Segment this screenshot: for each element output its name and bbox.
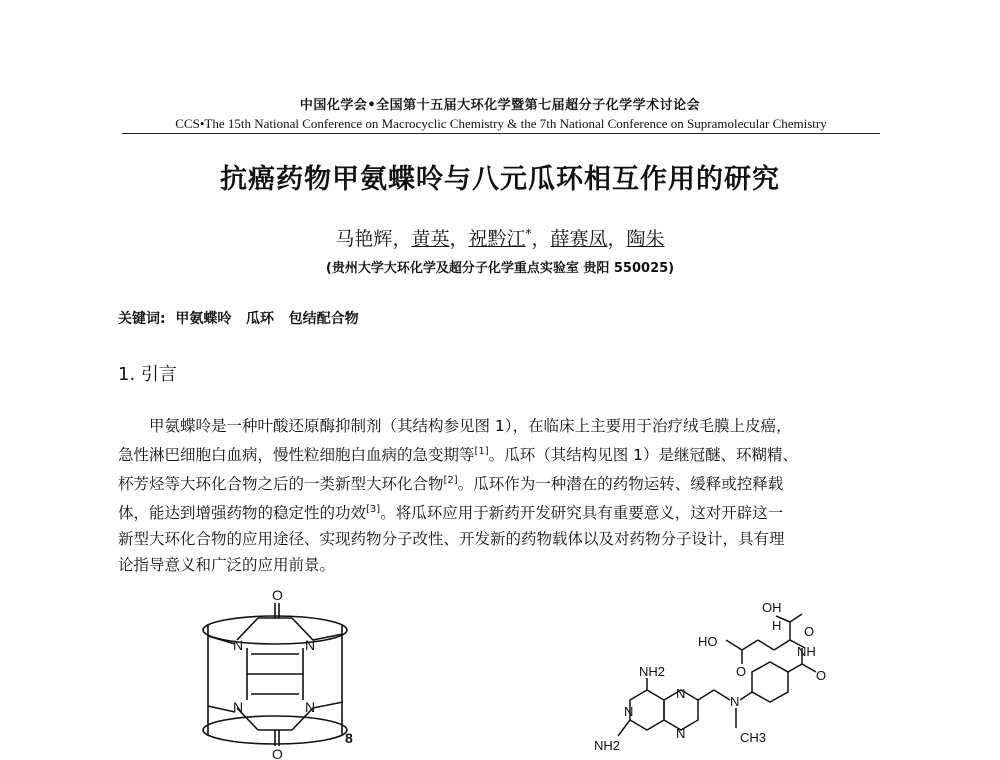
paragraph-text: 急性淋巴细胞白血病，慢性粒细胞白血病的急变期等 — [118, 446, 475, 465]
mtx-hydroxyl-top: OH — [762, 600, 782, 615]
author-2: 黄英 — [411, 228, 450, 250]
paragraph-text: 体，能达到增强药物的稳定性的功效 — [118, 504, 367, 523]
mtx-amino-top: NH2 — [639, 664, 666, 679]
keywords-label: 关键词: — [118, 311, 166, 327]
mtx-amide-oxygen: O — [816, 668, 827, 683]
author-list — [0, 224, 1000, 251]
paragraph-line: 论指导意义和广泛的应用前景。 — [118, 556, 336, 575]
mtx-ester-oxygen: O — [736, 664, 747, 679]
author-1: 马艳辉 — [335, 228, 393, 250]
paragraph-text: 。瓜环作为一种潜在的药物运转、缓释或控释载 — [457, 475, 784, 494]
mtx-amide-nh: NH — [797, 644, 816, 659]
cucurbituril-structure-figure — [195, 588, 365, 760]
keyword-1: 甲氨蝶呤 — [175, 311, 232, 327]
introduction-paragraph — [118, 413, 882, 578]
benzene-ring — [752, 662, 788, 702]
corresponding-author-mark: * — [525, 226, 532, 241]
section-title: 引言 — [140, 364, 177, 385]
author-separator: ， — [531, 228, 551, 250]
citation-ref-1: [1] — [474, 446, 489, 457]
methotrexate-structure-figure — [590, 600, 830, 758]
paragraph-line — [118, 439, 882, 468]
paragraph-text: 。瓜环（其结构见图 1）是继冠醚、环糊精、 — [488, 446, 798, 465]
section-number: 1. — [118, 364, 136, 385]
paragraph-line: 甲氨蝶呤是一种叶酸还原酶抑制剂（其结构参见图 1），在临床上主要用于治疗绒毛膜上皮癌， — [149, 417, 792, 435]
mtx-methyl: CH3 — [740, 730, 767, 745]
cb-oxygen-bottom: O — [272, 746, 283, 760]
paper-title: 抗癌药物甲氨蝶呤与八元瓜环相互作用的研究 — [220, 164, 780, 195]
keywords-line — [118, 308, 359, 328]
mtx-hydroxyl-left: HO — [698, 634, 718, 649]
author-separator: ， — [607, 228, 627, 250]
keyword-3: 包结配合物 — [288, 311, 359, 327]
author-5: 陶朱 — [626, 228, 665, 250]
mtx-ring-nitrogen: N — [676, 686, 686, 701]
author-separator: ， — [449, 228, 469, 250]
mtx-ring-nitrogen: N — [676, 726, 686, 741]
mtx-n-methyl-nitrogen: N — [730, 694, 740, 709]
paragraph-line — [118, 497, 882, 526]
mtx-ring-nitrogen: N — [624, 704, 634, 719]
cb-nitrogen: N — [305, 637, 316, 653]
author-4: 薛赛凤 — [550, 228, 608, 250]
cb-oxygen-top: O — [272, 588, 283, 603]
affiliation: (贵州大学大环化学及超分子化学重点实验室 贵阳 550025) — [325, 261, 675, 276]
citation-ref-2: [2] — [443, 475, 458, 487]
cb-nitrogen: N — [233, 637, 244, 653]
mtx-acid-oxygen: O — [804, 624, 815, 639]
cb-repeat-count: 8 — [345, 730, 353, 746]
paragraph-text: 。将瓜环应用于新药开发研究具有重要意义，这对开辟这一 — [380, 504, 784, 523]
citation-ref-3: [3] — [366, 504, 381, 516]
cb-nitrogen: N — [305, 699, 316, 715]
cb-nitrogen: N — [233, 699, 244, 715]
mtx-alpha-hydrogen: H — [772, 618, 782, 633]
section-heading — [118, 360, 177, 386]
conference-header-chinese: 中国化学会•全国第十五届大环化学暨第七届超分子化学学术讨论会 — [299, 98, 701, 113]
paragraph-text: 杯芳烃等大环化合物之后的一类新型大环化合物 — [118, 475, 444, 494]
pteridine-ring-left — [630, 690, 664, 730]
author-separator: ， — [392, 228, 412, 250]
mtx-amino-bottom: NH2 — [594, 738, 621, 753]
cb-top-ring — [203, 616, 347, 644]
author-3: 祝黔江 — [468, 228, 526, 250]
conference-header-english: CCS•The 15th National Conference on Macrocyclic Chemistry & the 7th National Conference on Supramolecular Chemistry — [122, 116, 880, 134]
paragraph-line — [118, 468, 882, 497]
paragraph-line: 新型大环化合物的应用途径、实现药物分子改性、开发新的药物载体以及对药物分子设计，具有理 — [118, 530, 785, 549]
keyword-2: 瓜环 — [245, 311, 274, 327]
